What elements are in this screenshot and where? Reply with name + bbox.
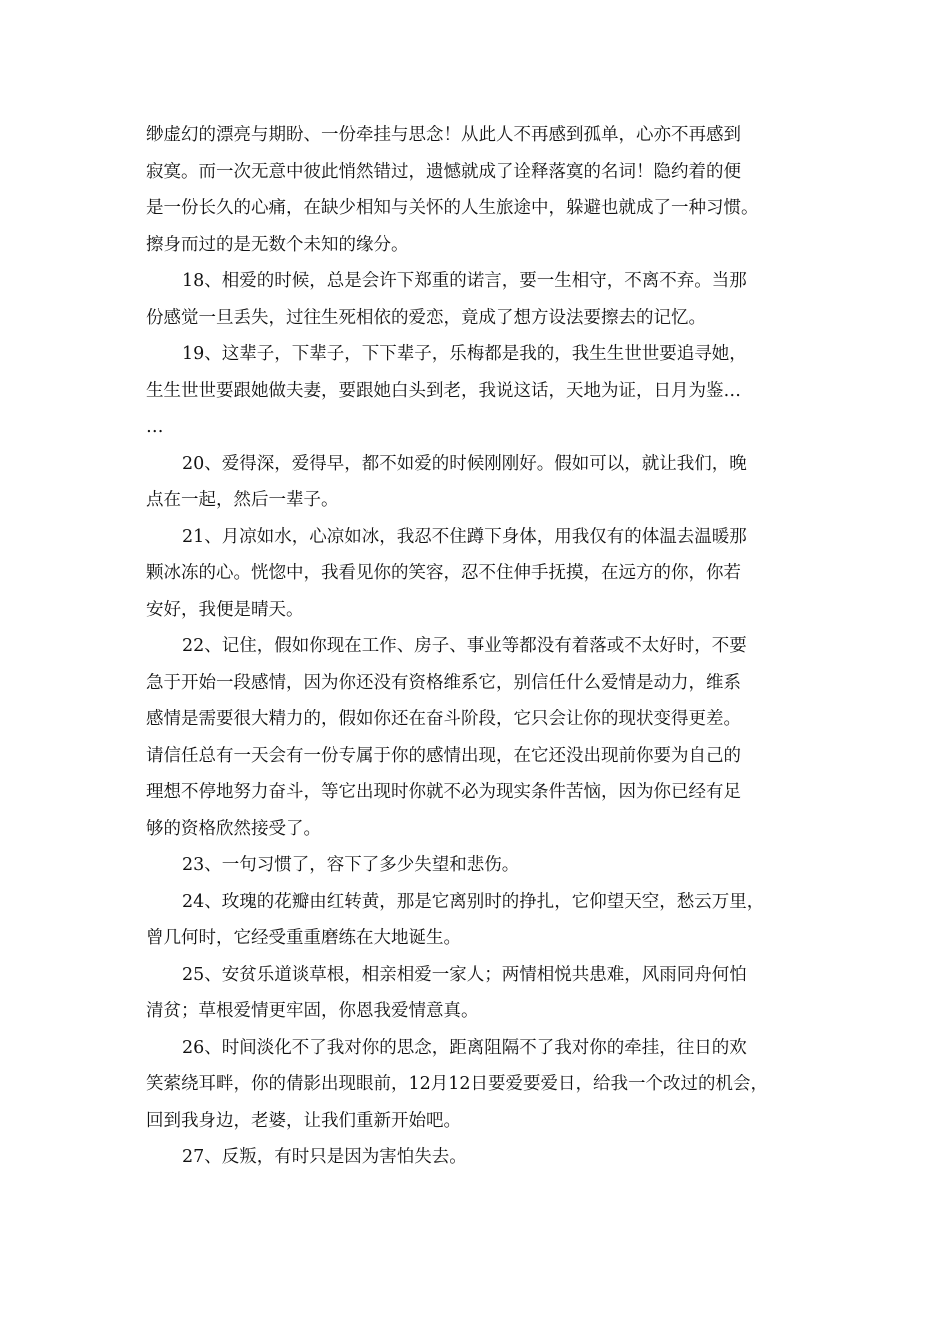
paragraph-25-line: 25、安贫乐道谈草根，相亲相爱一家人；两情相悦共患难，风雨同舟何怕 <box>182 964 747 985</box>
text-line: … <box>146 417 164 437</box>
paragraph-27-line: 27、反叛，有时只是因为害怕失去。 <box>182 1147 467 1167</box>
paragraph-21-line: 21、月凉如水，心凉如冰，我忍不住蹲下身体，用我仅有的体温去温暖那 <box>182 526 747 547</box>
paragraph-24-line: 24、玫瑰的花瓣由红转黄，那是它离别时的挣扎，它仰望天空，愁云万里， <box>182 891 765 912</box>
paragraph-19-line: 19、这辈子，下辈子，下下辈子，乐梅都是我的，我生生世世要追寻她， <box>182 344 747 364</box>
text-line: 清贫；草根爱情更牢固，你恩我爱情意真。 <box>146 1001 479 1021</box>
paragraph-18-line: 18、相爱的时候，总是会许下郑重的诺言，要一生相守，不离不弃。当那 <box>182 271 747 291</box>
text-line: 生生世世要跟她做夫妻，要跟她白头到老，我说这话，天地为证，日月为鉴… <box>146 380 741 401</box>
text-line: 回到我身边，老婆，让我们重新开始吧。 <box>146 1110 461 1131</box>
text-line: 笑萦绕耳畔，你的倩影出现眼前，12月12日要爱要爱日，给我一个改过的机会， <box>146 1074 769 1094</box>
document-body <box>146 117 806 1176</box>
text-line: 擦身而过的是无数个未知的缘分。 <box>146 234 409 255</box>
text-line: 够的资格欣然接受了。 <box>146 818 321 839</box>
paragraph-23-line: 23、一句习惯了，容下了多少失望和悲伤。 <box>182 855 520 875</box>
text-line: 理想不停地努力奋斗，等它出现时你就不必为现实条件苦恼，因为你已经有足 <box>146 782 741 802</box>
text-line: 急于开始一段感情，因为你还没有资格维系它，别信任什么爱情是动力，维系 <box>146 672 741 693</box>
paragraph-22-line: 22、记住，假如你现在工作、房子、事业等都没有着落或不太好时，不要 <box>182 636 747 656</box>
text-line: 份感觉一旦丢失，过往生死相依的爱恋，竟成了想方设法要擦去的记忆。 <box>146 307 706 328</box>
paragraph-20-line: 20、爱得深，爱得早，都不如爱的时候刚刚好。假如可以，就让我们，晚 <box>182 453 747 474</box>
text-line: 颗冰冻的心。恍惚中，我看见你的笑容，忍不住伸手抚摸，在远方的你，你若 <box>146 563 741 583</box>
text-line: 曾几何时，它经受重重磨练在大地诞生。 <box>146 928 461 948</box>
text-line: 点在一起，然后一辈子。 <box>146 490 339 510</box>
text-line: 寂寞。而一次无意中彼此悄然错过，遗憾就成了诠释落寞的名词！隐约着的便 <box>146 161 741 182</box>
text-line: 缈虚幻的漂亮与期盼、一份牵挂与思念！从此人不再感到孤单，心亦不再感到 <box>146 125 741 145</box>
text-line: 是一份长久的心痛，在缺少相知与关怀的人生旅途中，躲避也就成了一种习惯。 <box>146 198 759 218</box>
text-line: 请信任总有一天会有一份专属于你的感情出现，在它还没出现前你要为自己的 <box>146 745 741 766</box>
text-line: 感情是需要很大精力的，假如你还在奋斗阶段，它只会让你的现状变得更差。 <box>146 709 741 729</box>
text-line: 安好，我便是晴天。 <box>146 599 304 620</box>
paragraph-26-line: 26、时间淡化不了我对你的思念，距离阻隔不了我对你的牵挂，往日的欢 <box>182 1037 747 1058</box>
